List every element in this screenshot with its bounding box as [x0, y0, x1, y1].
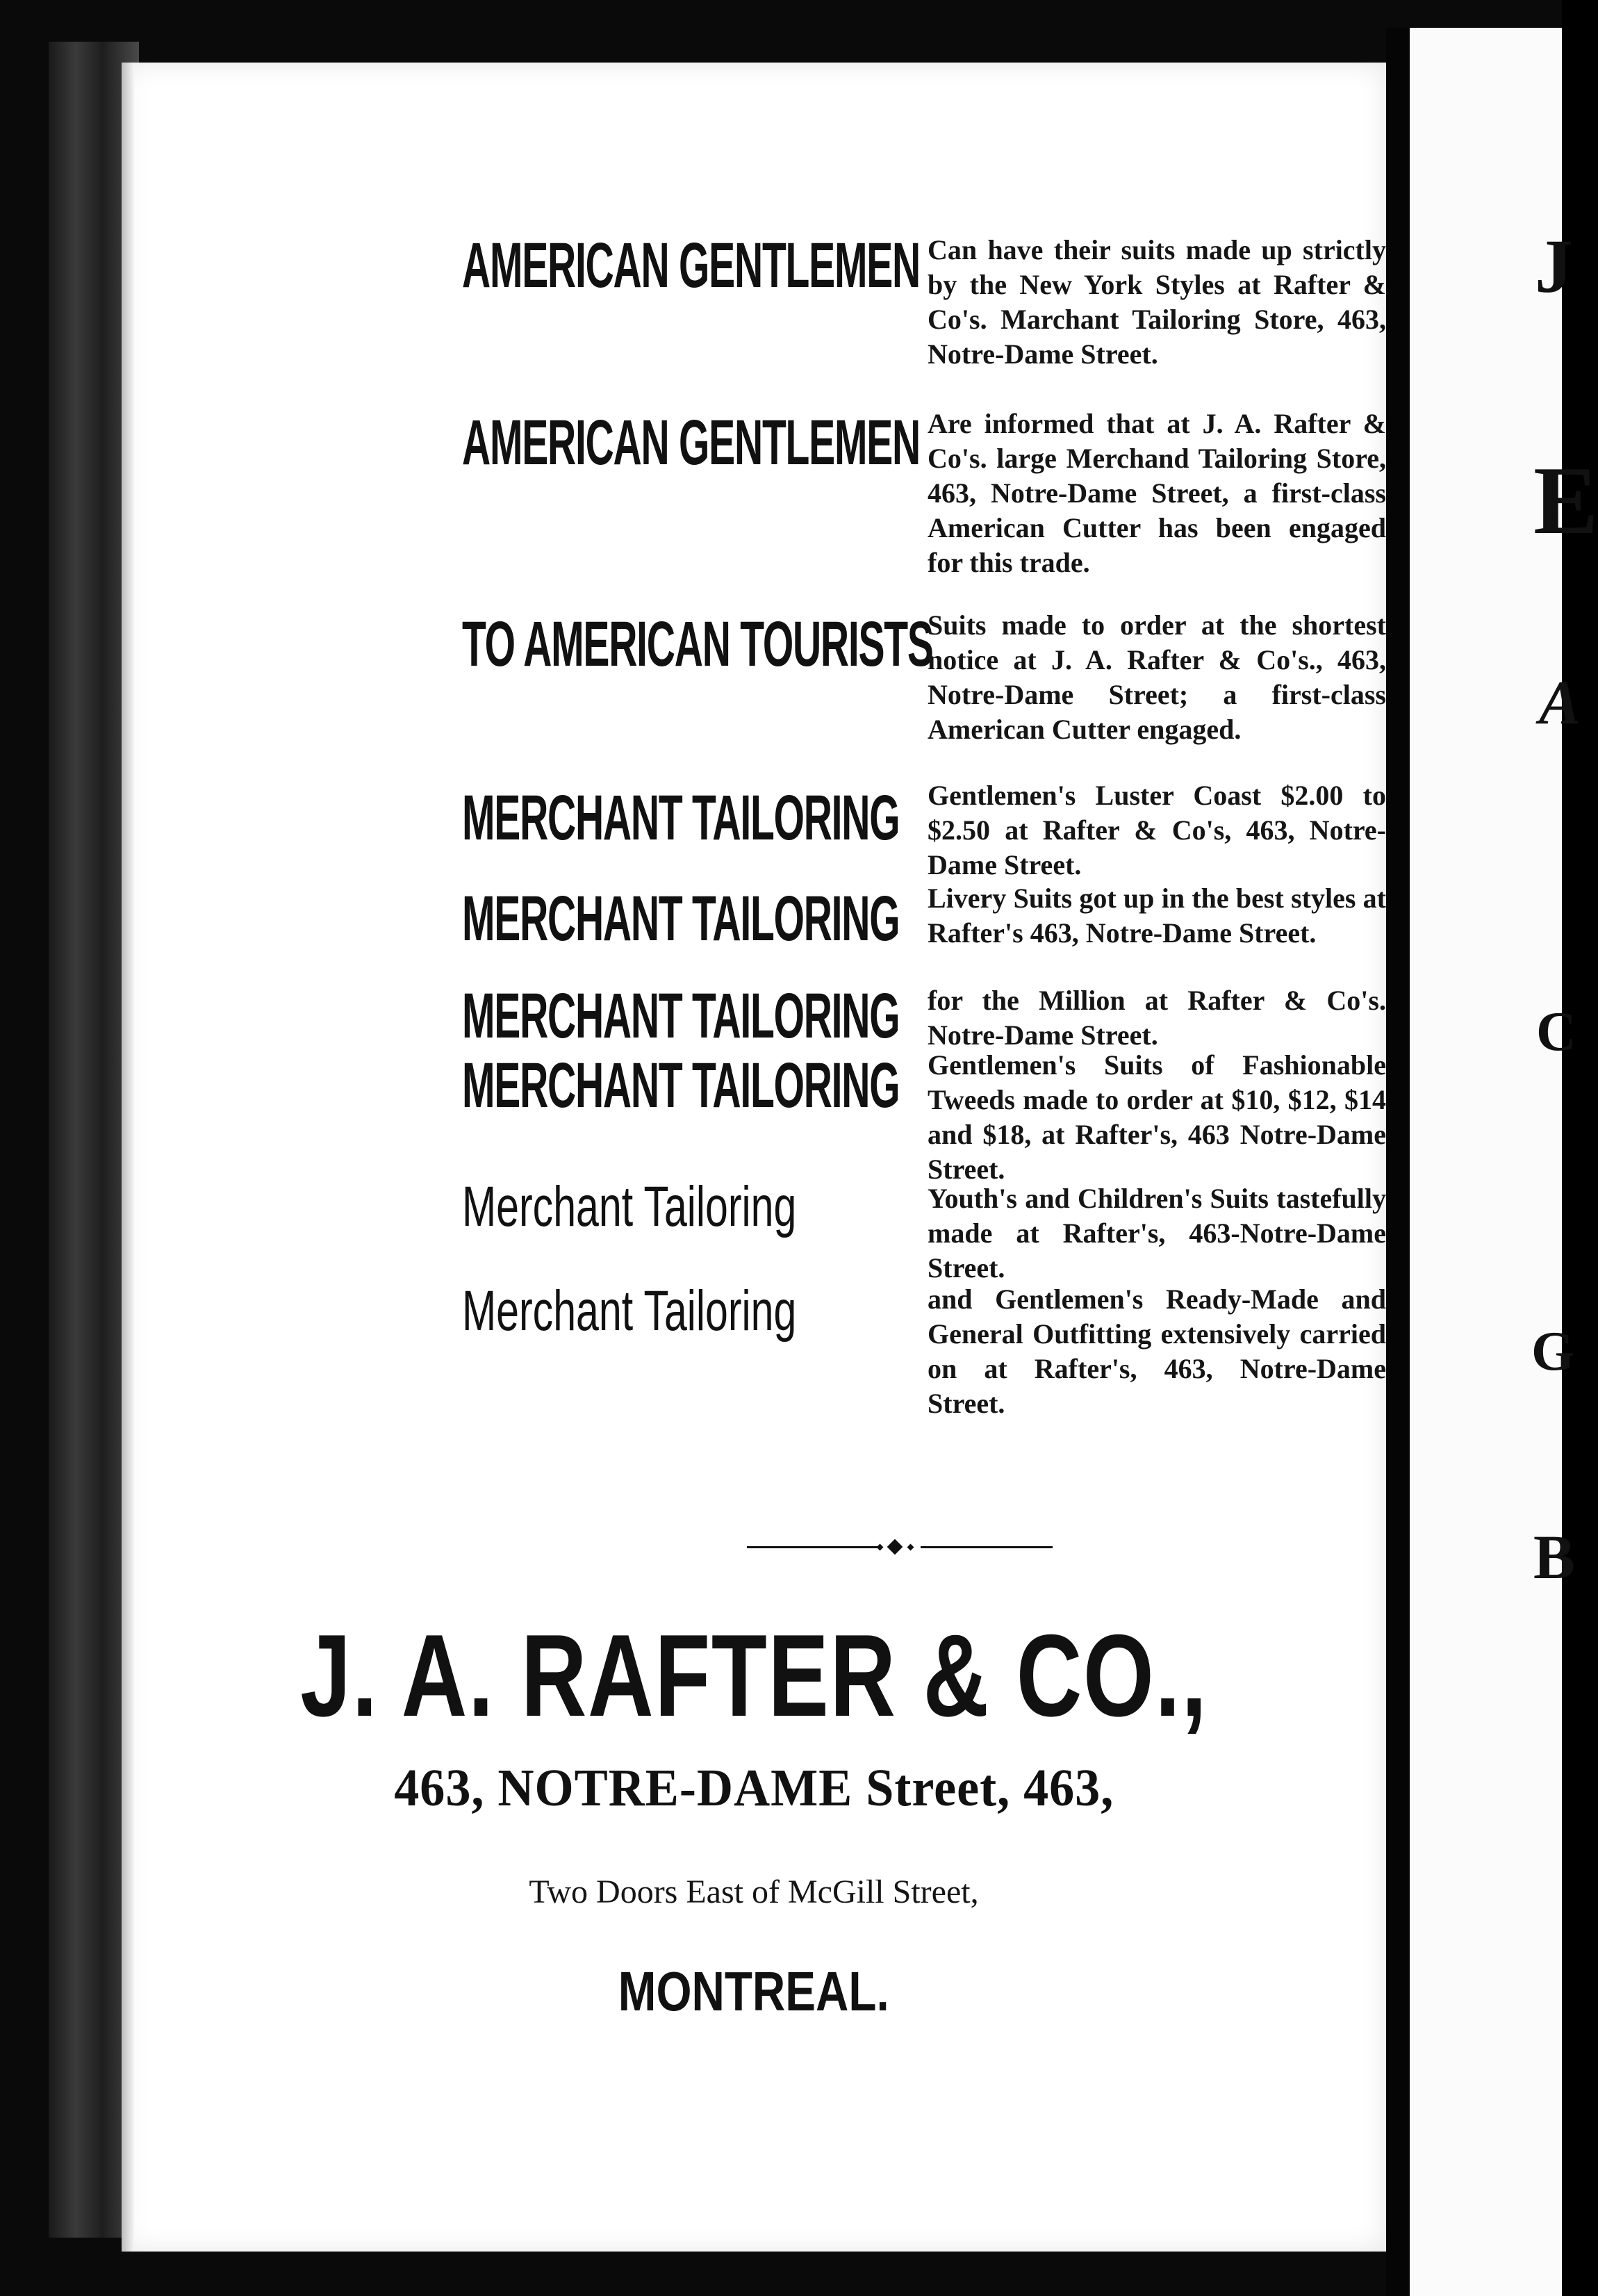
ad-copy: Youth's and Children's Suits tastefully made at Rafter's, 463-Notre-Dame Street. [928, 1183, 1386, 1284]
ad-heading: TO AMERICAN TOURISTS [462, 609, 933, 680]
ad-copy: Gentlemen's Luster Coast $2.00 to $2.50 at Rafter & Co's, 463, Notre-Dame Street. [928, 780, 1386, 880]
adjacent-page [1410, 28, 1598, 2296]
ad-heading: Merchant Tailoring [462, 1279, 797, 1343]
ad-heading: MERCHANT TAILORING [462, 1050, 900, 1121]
ad-heading: AMERICAN GENTLEMEN [462, 407, 920, 478]
adjacent-page-letter: E [1533, 447, 1598, 555]
ad-copy: for the Million at Rafter & Co's. Notre-Dame Street. [928, 985, 1386, 1051]
ad-heading: MERCHANT TAILORING [462, 981, 900, 1051]
ad-copy: Gentlemen's Suits of Fashionable Tweeds made to order at $10, $12, $14 and $18, at Rafter's, 463 Notre-Dame Street. [928, 1049, 1386, 1185]
page-shadow [122, 63, 134, 2252]
ad-heading: MERCHANT TAILORING [462, 883, 900, 954]
ad-copy: Are informed that at J. A. Rafter & Co's. large Merchand Tailoring Store, 463, Notre-Dame Street, a first-class American Cutter has been engaged for this trade. [928, 408, 1386, 578]
street-address: 463, NOTRE-DAME Street, 463, [394, 1759, 1114, 1817]
ad-copy: and Gentlemen's Ready-Made and General Outfitting extensively carried on at Rafter's, 463, Notre-Dame Street. [928, 1284, 1386, 1419]
ad-copy: Can have their suits made up strictly by the New York Styles at Rafter & Co's. Marchant Tailoring Store, 463, Notre-Dame Street. [928, 234, 1386, 370]
city-name: MONTREAL. [618, 1960, 889, 2022]
advertisement-page [122, 63, 1386, 2252]
ad-heading: MERCHANT TAILORING [462, 782, 900, 853]
ad-copy: Livery Suits got up in the best styles at Rafter's 463, Notre-Dame Street. [928, 883, 1386, 949]
ad-copy: Suits made to order at the shortest notice at J. A. Rafter & Co's., 463, Notre-Dame Street; a first-class American Cutter engaged. [928, 609, 1386, 745]
adjacent-page-letter: B [1533, 1523, 1576, 1592]
ad-heading: Merchant Tailoring [462, 1175, 797, 1238]
ornamental-divider [747, 1540, 1053, 1554]
adjacent-page-letter: A [1539, 669, 1581, 737]
adjacent-page-letter: J [1535, 224, 1573, 309]
firm-name: J. A. RAFTER & CO., [299, 1610, 1208, 1741]
adjacent-page-letter: C [1536, 1001, 1576, 1063]
location-note: Two Doors East of McGill Street, [529, 1873, 979, 1910]
adjacent-page-letter: G [1531, 1321, 1575, 1382]
book-gutter [1386, 28, 1410, 2296]
show-through-text [434, 292, 448, 355]
ad-heading: AMERICAN GENTLEMEN [462, 230, 920, 301]
